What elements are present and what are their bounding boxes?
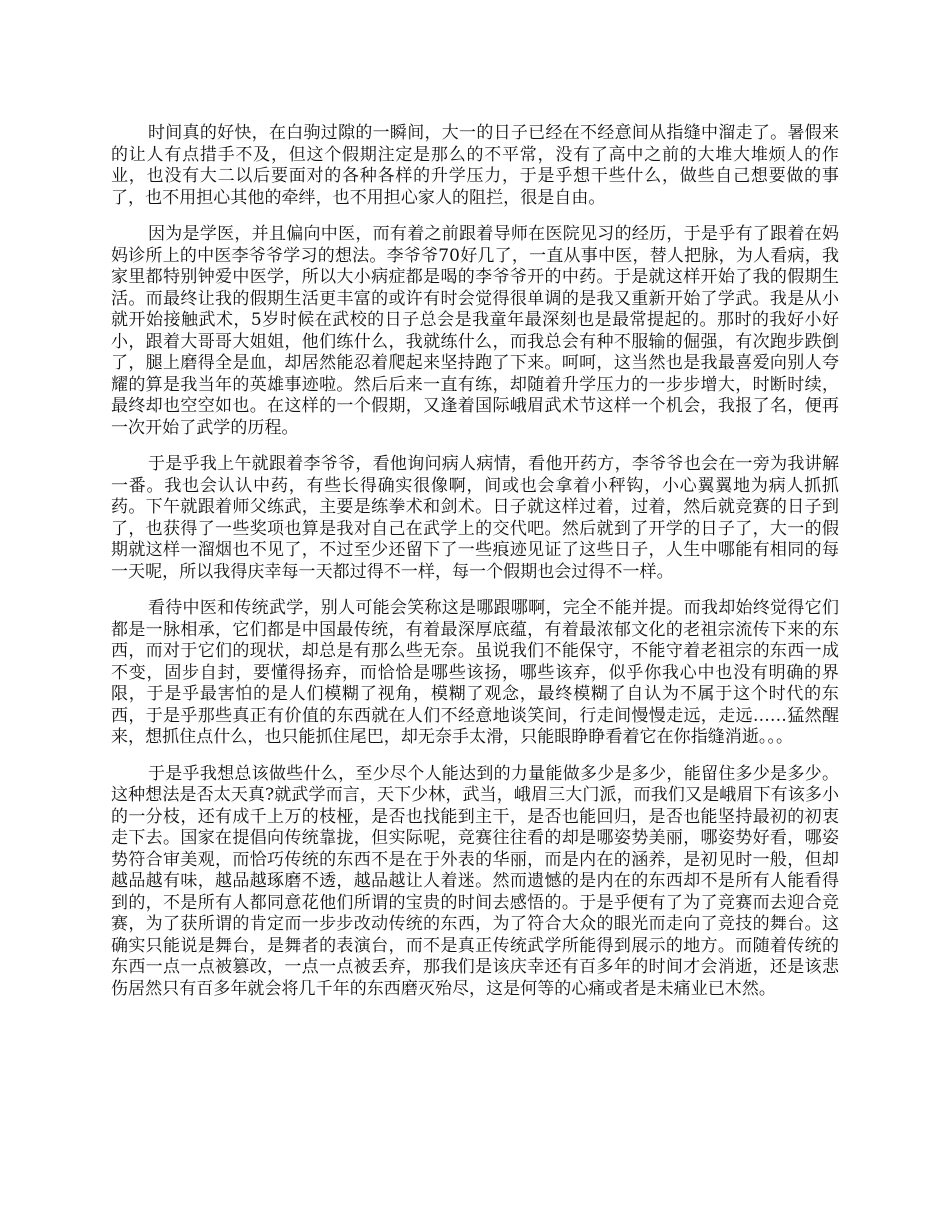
paragraph-5: 于是乎我想总该做些什么，至少尽个人能达到的力量能做多少是多少，能留住多少是多少。这种想法是否太天真?就武学而言，天下少林，武当，峨眉三大门派，而我们又是峨眉下有该多小的一分枝，还有成千上万的枝桠，是否也找能到主干，是否也能回归，是否也能坚持最初的初衷走下去。国家在提倡向传统靠拢，但实际呢，竞赛往往看的却是哪姿势美丽，哪姿势好看，哪姿势符合审美观，而恰巧传统的东西不是在于外表的华丽，而是内在的涵养，是初见时一般，但却越品越有味，越品越琢磨不透，越品越让人着迷。然而遗憾的是内在的东西却不是所有人能看得到的，不是所有人都同意花他们所谓的宝贵的时间去感悟的。于是乎便有了为了竞赛而去迎合竞赛，为了获所谓的肯定而一步步改动传统的东西，为了符合大众的眼光而走向了竞技的舞台。这确实只能说是舞台，是舞者的表演台，而不是真正传统武学所能得到展示的地方。而随着传统的东西一点一点被篡改，一点一点被丢弃，那我们是该庆幸还有百多年的时间才会消逝，还是该悲伤居然只有百多年就会将几千年的东西磨灭殆尽，这是何等的心痛或者是未痛业已木然。: [111, 763, 839, 999]
paragraph-2: 因为是学医，并且偏向中医，而有着之前跟着导师在医院见习的经历，于是乎有了跟着在妈妈诊所上的中医李爷爷学习的想法。李爷爷70好几了，一直从事中医，替人把脉，为人看病，我家里都特别钟爱中医学，所以大小病症都是喝的李爷爷开的中药。于是就这样开始了我的假期生活。而最终让我的假期生活更丰富的或许有时会觉得很单调的是我又重新开始了学武。我是从小就开始接触武术，5岁时候在武校的日子总会是我童年最深刻也是最常提起的。那时的我好小好小，跟着大哥哥大姐姐，他们练什么，我就练什么，而我总会有种不服输的倔强，有次跑步跌倒了，腿上磨得全是血，却居然能忍着爬起来坚持跑了下来。呵呵，这当然也是我最喜爱向别人夸耀的算是我当年的英雄事迹啦。然后后来一直有练，却随着升学压力的一步步增大，时断时续，最终却也空空如也。在这样的一个假期，又逢着国际峨眉武术节这样一个机会，我报了名，便再一次开始了武学的历程。: [111, 224, 839, 438]
paragraph-1: 时间真的好快，在白驹过隙的一瞬间，大一的日子已经在不经意间从指缝中溜走了。暑假来的让人有点措手不及，但这个假期注定是那么的不平常，没有了高中之前的大堆大堆烦人的作业，也没有大二以后要面对的各种各样的升学压力，于是乎想干些什么，做些自己想要做的事了，也不用担心其他的牵绊，也不用担心家人的阻拦，很是自由。: [111, 123, 839, 208]
paragraph-3: 于是乎我上午就跟着李爷爷，看他询问病人病情，看他开药方，李爷爷也会在一旁为我讲解一番。我也会认认中药，有些长得确实很像啊，间或也会拿着小秤钩，小心翼翼地为病人抓抓药。下午就跟着师父练武，主要是练拳术和剑术。日子就这样过着，过着，然后就竞赛的日子到了，也获得了一些奖项也算是我对自己在武学上的交代吧。然后就到了开学的日子了，大一的假期就这样一溜烟也不见了，不过至少还留下了一些痕迹见证了这些日子，人生中哪能有相同的每一天呢，所以我得庆幸每一天都过得不一样，每一个假期也会过得不一样。: [111, 454, 839, 582]
document-page: [111, 123, 839, 1015]
paragraph-4: 看待中医和传统武学，别人可能会笑称这是哪跟哪啊，完全不能并提。而我却始终觉得它们都是一脉相承，它们都是中国最传统，有着最深厚底蕴，有着最浓郁文化的老祖宗流传下来的东西，而对于它们的现状，却总是有那么些无奈。虽说我们不能保守，不能守着老祖宗的东西一成不变，固步自封，要懂得扬弃，而恰恰是哪些该扬，哪些该弃，似乎你我心中也没有明确的界限，于是乎最害怕的是人们模糊了视角，模糊了观念，最终模糊了自认为不属于这个时代的东西，于是乎那些真正有价值的东西就在人们不经意地谈笑间，行走间慢慢走远，走远……猛然醒来，想抓住点什么，也只能抓住尾巴，却无奈手太滑，只能眼睁睁看着它在你指缝消逝。。。: [111, 598, 839, 747]
